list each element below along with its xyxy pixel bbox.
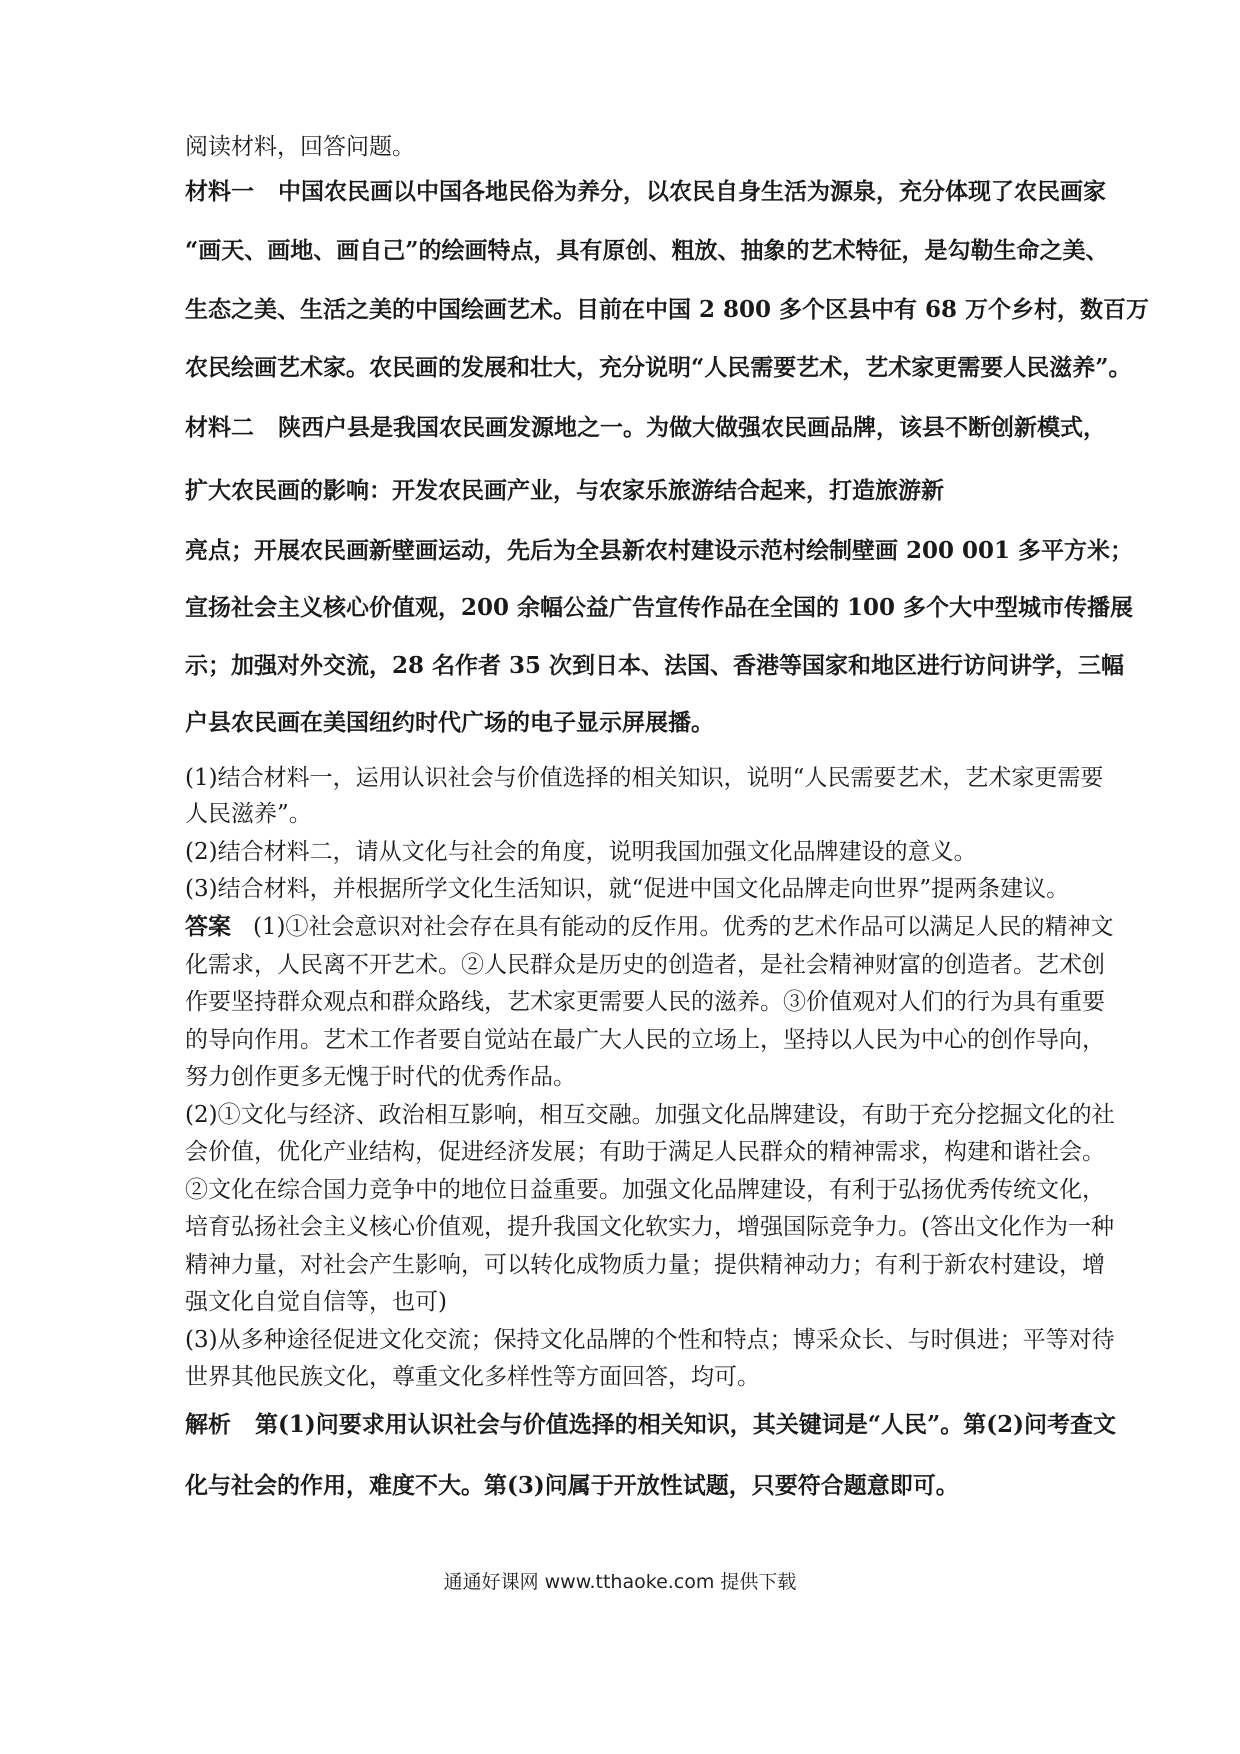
material1-label: 材料一 (185, 178, 254, 205)
answer-line-10: 精神力量，对社会产生影响，可以转化成物质力量；提供精神动力；有利于新农村建设，增 (185, 1252, 1105, 1278)
answer-line-1 (185, 912, 1114, 942)
question-3: (3)结合材料，并根据所学文化生活知识，就“促进中国文化品牌走向世界”提两条建议。 (185, 876, 1070, 902)
page-footer: 通通好课网 www.tthaoke.com 提供下载 (443, 1571, 797, 1593)
answer-line-7: 会价值，优化产业结构，促进经济发展；有助于满足人民群众的精神需求，构建和谐社会。 (185, 1139, 1105, 1165)
answer-line-3: 作要坚持群众观点和群众路线，艺术家更需要人民的滋养。③价值观对人们的行为具有重要 (185, 989, 1105, 1015)
answer-line-12: (3)从多种途径促进文化交流；保持文化品牌的个性和特点；博采众长、与时俱进；平等对待 (185, 1327, 1115, 1353)
question-2: (2)结合材料二，请从文化与社会的角度，说明我国加强文化品牌建设的意义。 (185, 839, 977, 865)
analysis-label: 解析 (185, 1411, 231, 1438)
answer-line-13: 世界其他民族文化，尊重文化多样性等方面回答，均可。 (185, 1364, 760, 1390)
material2-line-2: 扩大农民画的影响：开发农民画产业，与农家乐旅游结合起来，打造旅游新 (185, 477, 944, 504)
material1-line-1 (185, 177, 1107, 207)
material1-line-2: “画天、画地、画自己”的绘画特点，具有原创、粗放、抽象的艺术特征，是勾勒生命之美、 (185, 237, 1109, 264)
material2-label: 材料二 (185, 414, 254, 441)
answer-line-9: 培育弘扬社会主义核心价值观，提升我国文化软实力，增强国际竞争力。(答出文化作为一种 (185, 1214, 1114, 1240)
question-1-line-1: (1)结合材料一，运用认识社会与价值选择的相关知识，说明“人民需要艺术，艺术家更需要 (185, 765, 1104, 791)
material2-text-1: 陕西户县是我国农民画发源地之一。为做大做强农民画品牌，该县不断创新模式， (278, 414, 1107, 441)
answer-line-5: 努力创作更多无愧于时代的优秀作品。 (185, 1064, 576, 1090)
material2-line-4: 宣扬社会主义核心价值观，200 余幅公益广告宣传作品在全国的 100 多个大中型城市传播展 (185, 594, 1134, 621)
question-1-line-2: 人民滋养”。 (185, 801, 312, 827)
material2-line-1 (185, 413, 1107, 443)
answer-line-11: 强文化自觉自信等，也可) (185, 1289, 447, 1315)
answer-label: 答案 (185, 913, 231, 940)
answer-line-8: ②文化在综合国力竞争中的地位日益重要。加强文化品牌建设，有利于弘扬优秀传统文化， (185, 1177, 1105, 1203)
answer-text-1: (1)①社会意识对社会存在具有能动的反作用。优秀的艺术作品可以满足人民的精神文 (252, 914, 1114, 940)
answer-line-4: 的导向作用。艺术工作者要自觉站在最广大人民的立场上，坚持以人民为中心的创作导向， (185, 1027, 1105, 1053)
material2-line-6: 户县农民画在美国纽约时代广场的电子显示屏展播。 (185, 709, 714, 736)
answer-line-2: 化需求，人民离不开艺术。②人民群众是历史的创造者，是社会精神财富的创造者。艺术创 (185, 952, 1105, 978)
analysis-line-2: 化与社会的作用，难度不大。第(3)问属于开放性试题，只要符合题意即可。 (185, 1472, 959, 1499)
material1-line-4: 农民绘画艺术家。农民画的发展和壮大，充分说明“人民需要艺术，艺术家更需要人民滋养”。 (185, 354, 1132, 381)
material1-line-3: 生态之美、生活之美的中国绘画艺术。目前在中国 2 800 多个区县中有 68 万个乡村，数百万 (185, 296, 1150, 323)
analysis-line-1 (185, 1410, 1117, 1440)
material1-text-1: 中国农民画以中国各地民俗为养分，以农民自身生活为源泉，充分体现了农民画家 (278, 178, 1107, 205)
analysis-text-1: 第(1)问要求用认识社会与价值选择的相关知识，其关键词是“人民”。第(2)问考查文 (255, 1411, 1117, 1438)
intro-text: 阅读材料，回答问题。 (185, 134, 415, 160)
material2-line-3: 亮点；开展农民画新壁画运动，先后为全县新农村建设示范村绘制壁画 200 001 多平方米； (185, 537, 1134, 564)
material2-line-5: 示；加强对外交流，28 名作者 35 次到日本、法国、香港等国家和地区进行访问讲学，三幅 (185, 652, 1125, 679)
answer-line-6: (2)①文化与经济、政治相互影响，相互交融。加强文化品牌建设，有助于充分挖掘文化的社 (185, 1102, 1115, 1128)
